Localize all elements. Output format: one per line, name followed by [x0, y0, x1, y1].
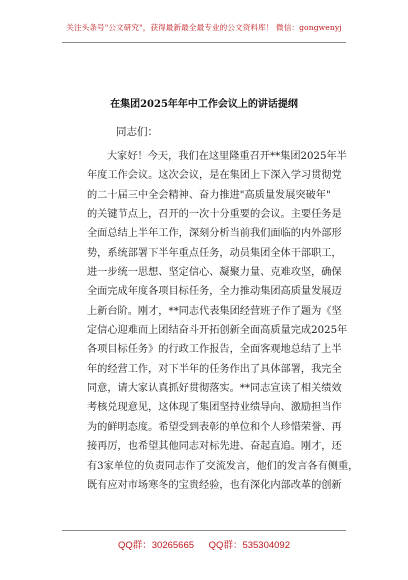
body-line: 定信心迎难而上团结奋斗开拓创新全面高质量完成2025年: [87, 325, 348, 337]
footer-contact: [0, 537, 408, 551]
body-line: 大家好！今天，我们在这里隆重召开**集团2025年半: [107, 151, 347, 162]
body-line: 全面总结上半年工作，深刻分析当前我们面临的内外部形: [87, 228, 342, 240]
body-line: 年度工作会议。这次会议，是在集团上下深入学习贯彻党: [87, 170, 342, 182]
body-line: 考核兑现意见，这体现了集团坚持业绩导向、激励担当作: [87, 402, 342, 414]
body-line: 进一步统一思想、坚定信心、凝聚力量、克难攻坚，确保: [87, 267, 342, 279]
qq-group-2: QQ群：535304092: [208, 540, 291, 551]
body-line: 的关键节点上，召开的一次十分重要的会议。主要任务是: [87, 209, 342, 221]
body-text: [87, 147, 359, 495]
body-line: 接再厉，也希望其他同志对标先进、奋起直追。刚才，还: [87, 441, 342, 453]
body-line: 的二十届三中全会精神、奋力推进"高质量发展突破年": [87, 189, 331, 201]
qq-group-1: QQ群：30265665: [117, 540, 195, 551]
body-line: 为的鲜明态度。希望受到表彰的单位和个人珍惜荣誉、再: [87, 421, 342, 433]
footer-divider: [62, 530, 346, 531]
header-divider: [62, 42, 346, 43]
body-line: 年的经营工作，对下半年的任务作出了具体部署，我完全: [87, 363, 342, 375]
body-line: 全面完成年度各项目标任务，全力推动集团高质量发展迈: [87, 286, 342, 298]
salutation: 同志们：: [116, 126, 158, 138]
body-line: 势，系统部署下半年重点任务，动员集团全体干部职工，: [87, 247, 342, 259]
body-line: 同意，请大家认真抓好贯彻落实。**同志宣读了相关绩效: [87, 383, 342, 395]
body-line: 既有应对市场寒冬的宝贵经验，也有深化内部改革的创新: [87, 479, 342, 491]
header-banner: 关注头条号"公文研究"，获得最新最全最专业的公文资料库！ 微信：gongwenyj: [66, 23, 342, 32]
body-line: 有3家单位的负责同志作了交流发言，他们的发言各有侧重，: [87, 460, 359, 472]
body-line: 上新台阶。刚才，**同志代表集团经营班子作了题为《坚: [87, 305, 342, 317]
document-title: 在集团2025年年中工作会议上的讲话提纲: [110, 99, 298, 110]
body-line: 各项目标任务》的行政工作报告，全面客观地总结了上半: [87, 344, 342, 356]
